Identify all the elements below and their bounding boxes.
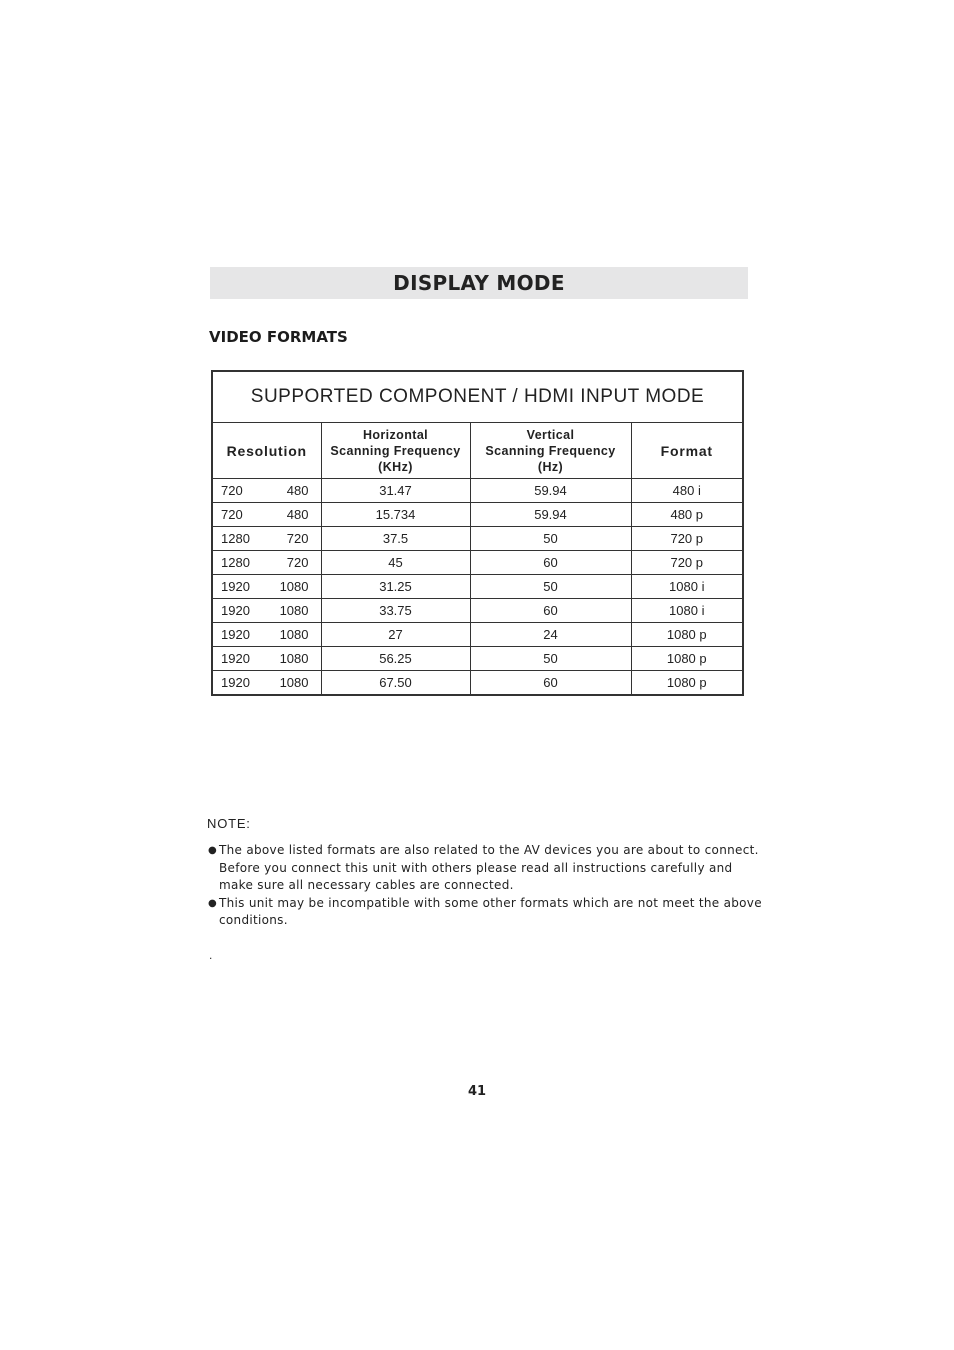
input-mode-table	[211, 370, 744, 696]
cell-vertical-frequency: 60	[470, 671, 631, 696]
table-row	[212, 503, 743, 527]
resolution-width: 1920	[221, 603, 250, 618]
resolution-height: 720	[286, 555, 309, 570]
header-line: Scanning Frequency	[485, 443, 616, 458]
cell-horizontal-frequency: 56.25	[321, 647, 470, 671]
cell-resolution	[212, 599, 321, 623]
resolution-height: 1080	[279, 603, 309, 618]
cell-format: 720 p	[631, 527, 743, 551]
cell-horizontal-frequency: 15.734	[321, 503, 470, 527]
header-line: Vertical	[526, 427, 575, 442]
cell-horizontal-frequency: 31.25	[321, 575, 470, 599]
column-header-resolution: Resolution	[212, 423, 321, 479]
table-caption: SUPPORTED COMPONENT / HDMI INPUT MODE	[212, 371, 743, 423]
cell-format: 480 p	[631, 503, 743, 527]
note-item	[208, 842, 768, 895]
table-row	[212, 479, 743, 503]
cell-vertical-frequency: 60	[470, 551, 631, 575]
cell-resolution	[212, 551, 321, 575]
cell-format: 1080 i	[631, 575, 743, 599]
cell-resolution	[212, 671, 321, 696]
cell-horizontal-frequency: 67.50	[321, 671, 470, 696]
table-row	[212, 575, 743, 599]
note-label: NOTE:	[207, 816, 251, 831]
resolution-width: 1920	[221, 675, 250, 690]
input-mode-table-container	[211, 370, 744, 710]
cell-vertical-frequency: 50	[470, 527, 631, 551]
header-line: Horizontal	[362, 427, 429, 442]
resolution-width: 1920	[221, 579, 250, 594]
cell-horizontal-frequency: 33.75	[321, 599, 470, 623]
cell-vertical-frequency: 50	[470, 647, 631, 671]
table-row	[212, 647, 743, 671]
cell-resolution	[212, 647, 321, 671]
header-line: (KHz)	[378, 459, 413, 474]
resolution-width: 720	[221, 507, 243, 522]
column-header-vertical	[470, 423, 631, 479]
table-row	[212, 527, 743, 551]
note-text: This unit may be incompatible with some other formats which are not meet the above conditions.	[219, 895, 762, 927]
header-line: (Hz)	[537, 459, 564, 474]
table-row	[212, 599, 743, 623]
page-title: DISPLAY MODE	[393, 271, 565, 295]
cell-horizontal-frequency: 45	[321, 551, 470, 575]
page-number: 41	[467, 1084, 487, 1099]
cell-format: 1080 p	[631, 623, 743, 647]
resolution-height: 1080	[279, 627, 309, 642]
bullet-icon: ●	[208, 845, 218, 856]
resolution-width: 1280	[221, 531, 250, 546]
cell-resolution	[212, 527, 321, 551]
cell-format: 1080 p	[631, 647, 743, 671]
resolution-height: 480	[286, 507, 309, 522]
title-bar	[210, 267, 748, 299]
table-row	[212, 551, 743, 575]
cell-format: 720 p	[631, 551, 743, 575]
resolution-height: 1080	[279, 651, 309, 666]
table-row	[212, 671, 743, 696]
cell-resolution	[212, 479, 321, 503]
table-body	[212, 479, 743, 696]
column-header-format: Format	[631, 423, 743, 479]
table-row	[212, 623, 743, 647]
resolution-height: 720	[286, 531, 309, 546]
header-line: Scanning Frequency	[330, 443, 461, 458]
bullet-icon: ●	[208, 897, 218, 909]
cell-resolution	[212, 503, 321, 527]
note-item	[208, 895, 768, 930]
cell-horizontal-frequency: 31.47	[321, 479, 470, 503]
resolution-width: 720	[221, 483, 243, 498]
cell-horizontal-frequency: 27	[321, 623, 470, 647]
resolution-width: 1920	[221, 651, 250, 666]
cell-vertical-frequency: 59.94	[470, 479, 631, 503]
cell-vertical-frequency: 24	[470, 623, 631, 647]
cell-format: 1080 p	[631, 671, 743, 696]
resolution-height: 1080	[279, 579, 309, 594]
cell-format: 1080 i	[631, 599, 743, 623]
cell-resolution	[212, 623, 321, 647]
note-list	[208, 842, 768, 930]
cell-resolution	[212, 575, 321, 599]
cell-vertical-frequency: 59.94	[470, 503, 631, 527]
column-header-horizontal	[321, 423, 470, 479]
resolution-width: 1280	[221, 555, 250, 570]
cell-horizontal-frequency: 37.5	[321, 527, 470, 551]
resolution-width: 1920	[221, 627, 250, 642]
cell-vertical-frequency: 50	[470, 575, 631, 599]
cell-vertical-frequency: 60	[470, 599, 631, 623]
note-text: The above listed formats are also related to the AV devices you are about to connect. Before you connect this unit with others please read all instructions carefully and make sure all necessary cables are connected.	[219, 843, 759, 892]
stray-mark: .	[209, 948, 213, 962]
resolution-height: 480	[286, 483, 309, 498]
resolution-height: 1080	[279, 675, 309, 690]
cell-format: 480 i	[631, 479, 743, 503]
section-heading: VIDEO FORMATS	[209, 328, 348, 346]
